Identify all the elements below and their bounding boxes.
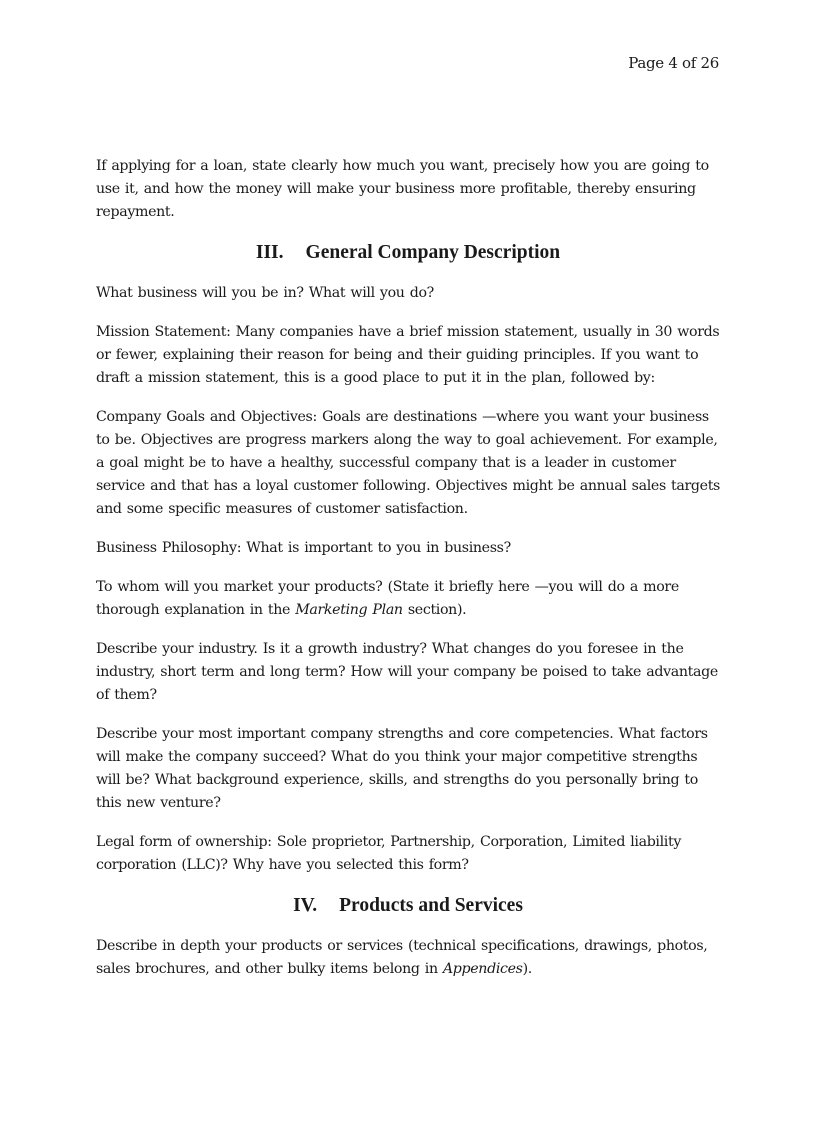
section-title: General Company Description	[305, 242, 561, 263]
business-paragraph: What business will you be in? What will you do?	[96, 285, 434, 301]
legal-form-paragraph: Legal form of ownership: Sole proprietor, Partnership, Corporation, Limited liability corporation (LLC)? Why have you selected this form?	[96, 834, 682, 873]
goals-objectives-paragraph: Company Goals and Objectives: Goals are destinations —where you want your business to be. Objectives are progress markers along the way to goal achievement. For example, a goal might be to have a healthy, successful company that is a leader in customer service and that has a loyal customer following. Objectives might be annual sales targets and some specific measures of customer satisfaction.	[96, 409, 720, 517]
market-text-before: To whom will you market your products? (State it briefly here —you will do a more thorough explanation in the	[96, 579, 679, 618]
market-paragraph	[96, 576, 720, 622]
marketing-plan-reference: Marketing Plan	[295, 602, 403, 618]
section-number: III.	[255, 242, 284, 263]
appendices-reference: Appendices	[442, 961, 523, 977]
market-text-after: section).	[402, 602, 467, 618]
industry-paragraph: Describe your industry. Is it a growth industry? What changes do you foresee in the industry, short term and long term? How will your company be poised to take advantage of them?	[96, 641, 718, 703]
strengths-paragraph: Describe your most important company strengths and core competencies. What factors will make the company succeed? What do you think your major competitive strengths will be? What background experience, skills, and strengths do you personally bring to this new venture?	[96, 726, 708, 811]
loan-paragraph: If applying for a loan, state clearly how much you want, precisely how you are going to use it, and how the money will make your business more profitable, thereby ensuring repayment.	[96, 158, 709, 220]
section-heading-general-company-description	[96, 240, 720, 266]
section-heading-products-and-services	[96, 893, 720, 919]
products-text-after: ).	[522, 961, 532, 977]
document-body	[96, 155, 720, 997]
section-title: Products and Services	[339, 895, 523, 916]
business-philosophy-paragraph: Business Philosophy: What is important to you in business?	[96, 540, 511, 556]
mission-statement-paragraph: Mission Statement: Many companies have a brief mission statement, usually in 30 words or fewer, explaining their reason for being and their guiding principles. If you want to draft a mission statement, this is a good place to put it in the plan, followed by:	[96, 324, 720, 386]
products-paragraph	[96, 935, 720, 981]
section-number: IV.	[293, 895, 318, 916]
products-text-before: Describe in depth your products or services (technical specifications, drawings, photos, sales brochures, and other bulky items belong in	[96, 938, 708, 977]
page-number: Page 4 of 26	[628, 54, 719, 72]
